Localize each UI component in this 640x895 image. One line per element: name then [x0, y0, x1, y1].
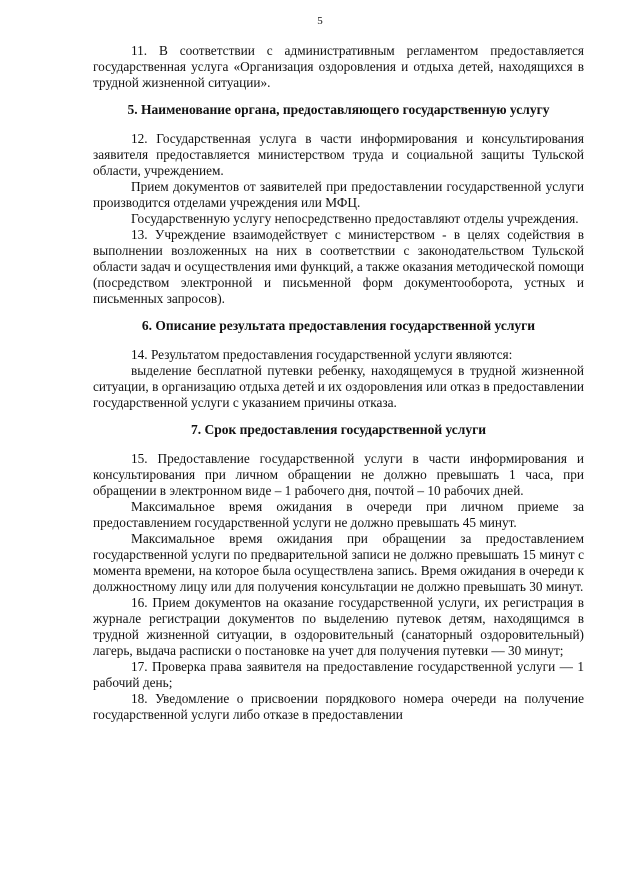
paragraph-13: 13. Учреждение взаимодействует с министерством - в целях содействия в выполнении возложенных на них в соответствии с законодательством Тульской области задач и осуществления ими функций, а также оказания методической помощи (посредством электронной и письменной форм документооборота, устных и письменных запросов).	[93, 227, 584, 306]
section-heading-5: 5. Наименование органа, предоставляющего государственную услугу	[127, 102, 550, 117]
paragraph-12-departments: Государственную услугу непосредственно предоставляют отделы учреждения.	[131, 211, 579, 226]
paragraph-15: 15. Предоставление государственной услуги в части информирования и консультирования при личном обращении не должно превышать 1 часа, при обращении в электронном виде – 1 рабочего дня, почтой – 10 рабочих дней.	[93, 451, 584, 498]
page-number: 5	[317, 15, 323, 27]
paragraph-18: 18. Уведомление о присвоении порядкового номера очереди на получение государственной услуги либо отказе в предоставлении	[93, 691, 584, 722]
paragraph-17: 17. Проверка права заявителя на предоставление государственной услуги — 1 рабочий день;	[93, 659, 584, 690]
paragraph-12-reception: Прием документов от заявителей при предоставлении государственной услуги производится отделами учреждения или МФЦ.	[93, 179, 584, 210]
paragraph-16: 16. Прием документов на оказание государственной услуги, их регистрация в журнале регистрации документов по выделению путевок детям, находящимся в трудной жизненной ситуации, в оздоровительный (санаторный оздоровительный) лагерь, выдача расписки о постановке на учет для получения путевки — 30 минут;	[93, 595, 584, 658]
document-body	[93, 43, 584, 723]
section-heading-7: 7. Срок предоставления государственной услуги	[190, 422, 487, 437]
paragraph-15-waiting: Максимальное время ожидания в очереди при личном приеме за предоставлением государственной услуги не должно превышать 45 минут.	[93, 499, 584, 530]
paragraph-14-result: выделение бесплатной путевки ребенку, находящемуся в трудной жизненной ситуации, в организацию отдыха детей и их оздоровления или отказ в предоставлении государственной услуги с указанием причины отказа.	[93, 363, 584, 410]
section-heading-6: 6. Описание результата предоставления государственной услуги	[141, 318, 536, 333]
paragraph-11: 11. В соответствии с административным регламентом предоставляется государственная услуга «Организация оздоровления и отдыха детей, находящихся в трудной жизненной ситуации».	[93, 43, 584, 90]
paragraph-12: 12. Государственная услуга в части информирования и консультирования заявителя предоставляется министерством труда и социальной защиты Тульской области, учреждением.	[93, 131, 584, 178]
paragraph-15-appointment: Максимальное время ожидания при обращении за предоставлением государственной услуги по предварительной записи не должно превышать 15 минут с момента времени, на которое была осуществлена запись. Время ожидания в очереди к должностному лицу или для получения консультации не должно превышать 30 минут.	[93, 531, 584, 594]
paragraph-14: 14. Результатом предоставления государственной услуги являются:	[131, 347, 513, 362]
